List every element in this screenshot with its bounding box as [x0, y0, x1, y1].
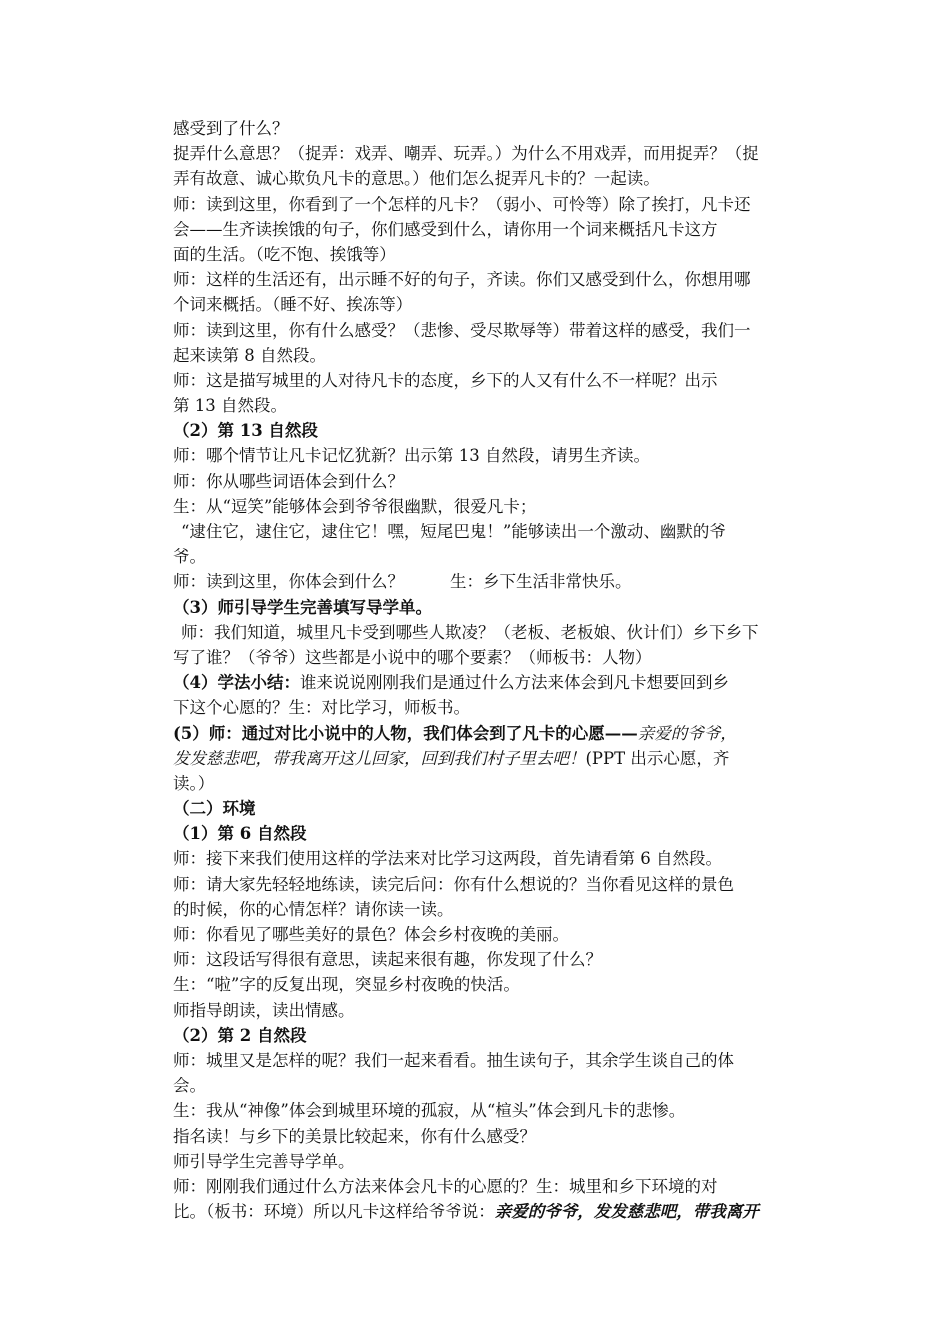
text-line: 师引导学生完善导学单。	[173, 1151, 355, 1171]
text-line: 读。）	[173, 773, 215, 793]
wish-quote: 亲爱的爷爷，发发慈悲吧，带我离开	[494, 1202, 759, 1222]
wish-quote: 亲爱的爷爷，	[637, 723, 737, 743]
section-heading: （2）第 13 自然段	[173, 421, 318, 441]
text-line: 下这个心愿的？生：对比学习，师板书。	[173, 698, 470, 718]
quote-text: “逮住它，逮住它，逮住它！嘿，短尾巴鬼！”能够读出一个激动、幽默的爷	[181, 522, 726, 541]
text-line: 师：读到这里，你有什么感受？（悲惨、受尽欺辱等）带着这样的感受，我们一	[173, 320, 751, 340]
text-line: 师：你从哪些词语体会到什么？	[173, 471, 404, 491]
wish-quote: 发发慈悲吧，带我离开这儿回家，回到我们村子里去吧！	[173, 748, 586, 768]
student-answer: 生：乡下生活非常快乐。	[450, 572, 632, 592]
text-line: 会。	[173, 1076, 206, 1096]
teacher-question: 师：读到这里，你体会到什么？	[173, 572, 404, 592]
wish-lead-in: (5）师：通过对比小说中的人物，我们体会到了凡卡的心愿——	[173, 723, 638, 743]
section-heading: （2）第 2 自然段	[173, 1025, 307, 1045]
text-line: 会——生齐读挨饿的句子，你们感受到什么，请你用一个词来概括凡卡这方	[173, 219, 718, 239]
text-line: 师：请大家先轻轻地练读，读完后问：你有什么想说的？当你看见这样的景色	[173, 874, 734, 894]
text-line	[173, 1199, 813, 1224]
text-line	[173, 670, 813, 695]
text-line	[173, 569, 813, 594]
text-span: 比。（板书：环境）所以凡卡这样给爷爷说：	[173, 1202, 495, 1222]
text-span: 谁来说说刚刚我们是通过什么方法来体会到凡卡想要回到乡	[299, 673, 729, 693]
text-line	[173, 746, 813, 771]
text-line: 弄有故意、诚心欺负凡卡的意思。）他们怎么捉弄凡卡的？一起读。	[173, 169, 660, 189]
text-line: 师指导朗读，读出情感。	[173, 1000, 355, 1020]
text-line: 面的生活。（吃不饱、挨饿等）	[173, 244, 396, 264]
text-line: 师：接下来我们使用这样的学法来对比学习这两段，首先请看第 6 自然段。	[173, 849, 722, 869]
text-line: 师：读到这里，你看到了一个怎样的凡卡？（弱小、可怜等）除了挨打，凡卡还	[173, 194, 751, 214]
text-line	[173, 620, 813, 645]
section-heading: （二）环境	[173, 799, 256, 819]
text-line: 师：这是描写城里的人对待凡卡的态度，乡下的人又有什么不一样呢？出示	[173, 370, 718, 390]
text-line: 爷。	[173, 547, 206, 567]
text-line: 感受到了什么？	[173, 119, 289, 138]
text-line: 生：“啦”字的反复出现，突显乡村夜晚的快活。	[173, 975, 520, 995]
text-line: 的时候，你的心情怎样？请你读一读。	[173, 899, 454, 919]
text-line: 指名读！与乡下的美景比较起来，你有什么感受？	[173, 1126, 536, 1146]
document-page	[173, 116, 813, 1224]
text-span: (PPT 出示心愿，齐	[585, 748, 730, 768]
text-line: 师：刚刚我们通过什么方法来体会凡卡的心愿的？生：城里和乡下环境的对	[173, 1176, 718, 1196]
text-line: 起来读第 8 自然段。	[173, 345, 326, 365]
text-span: 师：我们知道，城里凡卡受到哪些人欺凌？（老板、老板娘、伙计们）乡下乡下	[181, 622, 759, 642]
text-line	[173, 519, 813, 544]
text-line: 生：从“逗笑”能够体会到爷爷很幽默，很爱凡卡；	[173, 496, 537, 516]
text-line: 师：这段话写得很有意思，读起来很有趣，你发现了什么？	[173, 950, 602, 970]
section-heading: （1）第 6 自然段	[173, 824, 307, 844]
text-line	[173, 721, 813, 746]
section-heading: （3）师引导学生完善填写导学单。	[173, 597, 432, 617]
text-line: 师：哪个情节让凡卡记忆犹新？出示第 13 自然段，请男生齐读。	[173, 446, 650, 466]
text-line: 师：这样的生活还有，出示睡不好的句子，齐读。你们又感受到什么，你想用哪	[173, 270, 751, 290]
method-summary-label: （4）学法小结：	[173, 673, 300, 693]
text-line: 生：我从“神像”体会到城里环境的孤寂，从“楦头”体会到凡卡的悲惨。	[173, 1101, 686, 1121]
text-line: 第 13 自然段。	[173, 396, 287, 416]
text-line: 写了谁？（爷爷）这些都是小说中的哪个要素？（师板书：人物）	[173, 647, 652, 667]
text-line: 个词来概括。（睡不好、挨冻等）	[173, 295, 413, 315]
text-line: 师：你看见了哪些美好的景色？体会乡村夜晚的美丽。	[173, 925, 569, 944]
text-line: 捉弄什么意思？（捉弄：戏弄、嘲弄、玩弄。）为什么不用戏弄，而用捉弄？（捉	[173, 144, 759, 164]
text-line: 师：城里又是怎样的呢？我们一起来看看。抽生读句子，其余学生谈自己的体	[173, 1050, 734, 1070]
